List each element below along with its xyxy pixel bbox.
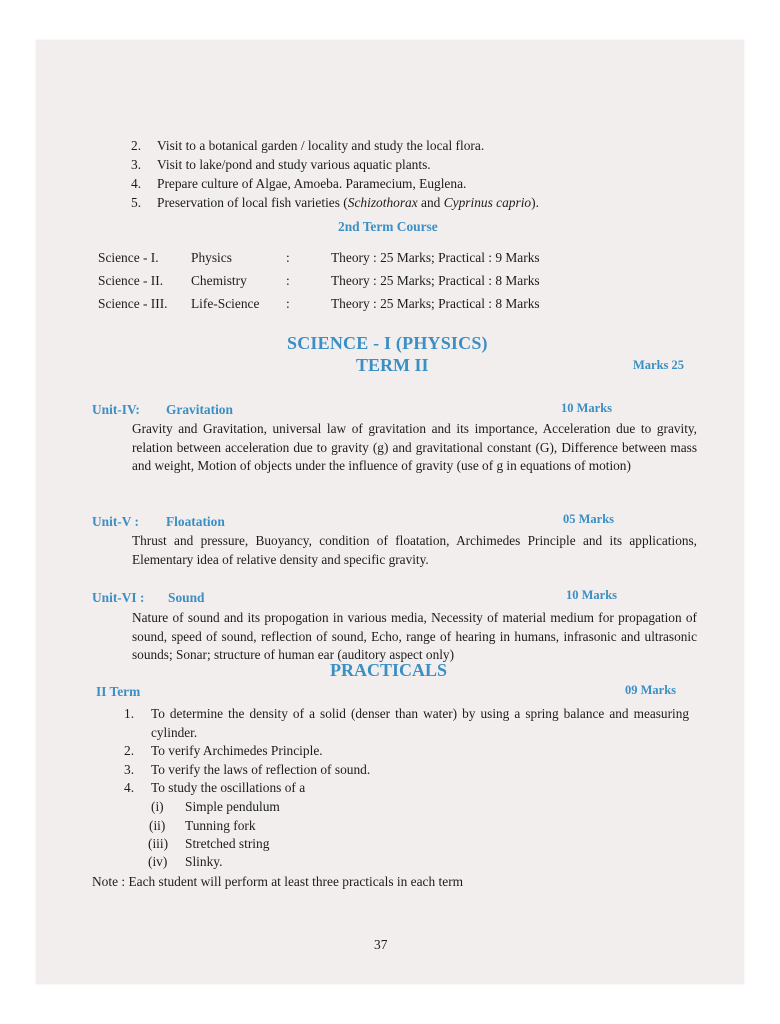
unit-description: Thrust and pressure, Buoyancy, condition of floatation, Archimedes Principle and its applications, Elementary idea of relative density and specific gravity. (132, 533, 697, 567)
species-name: Schizothorax (347, 195, 418, 210)
table-cell-colon: : (286, 273, 290, 288)
practicals-marks: 09 Marks (625, 683, 677, 697)
unit-description: Nature of sound and its propogation in various media, Necessity of material medium for propagation of sound, speed of sound, reflection of sound, Echo, range of hearing in humans, infrasonic and ultrasonic sounds; Sonar; structure of human ear (auditory aspect only) (132, 610, 697, 663)
table-cell-marks: Theory : 25 Marks; Practical : 8 Marks (331, 273, 540, 288)
unit-title: Floatation (166, 514, 225, 529)
list-item: 5. Preservation of local fish varieties (Schizothorax and Cyprinus caprio). (131, 195, 539, 210)
list-item: 3. Visit to lake/pond and study various aquatic plants. (131, 157, 431, 172)
term-marks: Marks 25 (633, 358, 685, 372)
practicals-heading: PRACTICALS (330, 660, 448, 680)
list-item-number: 1. (124, 706, 135, 721)
table-cell-science: Science - III. (98, 296, 168, 311)
list-item-text: Visit to lake/pond and study various aquatic plants. (157, 157, 431, 172)
unit-description: Gravity and Gravitation, universal law of gravitation and its importance, Acceleration due to gravity, relation between acceleration due to gravity (g) and gravitational constant (G), Difference between mass and weight, Motion of objects under the influence of gravity (use of g in equations of motion) (132, 421, 697, 474)
section-heading: 2nd Term Course (338, 219, 438, 234)
list-item-number: 4. (124, 780, 135, 795)
table-cell-science: Science - II. (98, 273, 164, 288)
unit-title: Gravitation (166, 402, 233, 417)
sub-item: Stretched string (185, 836, 270, 851)
list-item-text: Prepare culture of Algae, Amoeba. Paramecium, Euglena. (157, 176, 467, 191)
list-item-text: Visit to a botanical garden / locality and study the local flora. (157, 138, 485, 153)
sub-item: Tunning fork (185, 818, 256, 833)
note: Note : Each student will perform at least three practicals in each term (92, 874, 464, 889)
practicals-term: II Term (96, 684, 141, 699)
unit-marks: 05 Marks (563, 512, 615, 526)
unit-label: Unit-IV: (92, 402, 140, 417)
list-item: 2. Visit to a botanical garden / locality and study the local flora. (131, 138, 485, 153)
page-number: 37 (374, 937, 388, 952)
table-cell-subject: Chemistry (191, 273, 247, 288)
table-cell-marks: Theory : 25 Marks; Practical : 9 Marks (331, 250, 540, 265)
table-cell-subject: Life-Science (191, 296, 260, 311)
list-item: To determine the density of a solid (denser than water) by using a spring balance and measuring cylinder. (151, 706, 689, 740)
list-item-number: 2. (124, 743, 135, 758)
table-cell-colon: : (286, 296, 290, 311)
sub-item-number: (iii) (148, 836, 169, 851)
sub-item: Simple pendulum (185, 799, 280, 814)
page-title: SCIENCE - I (PHYSICS) (287, 333, 488, 353)
unit-label: Unit-VI : (92, 590, 145, 605)
table-cell-subject: Physics (191, 250, 232, 265)
sub-item: Slinky. (185, 854, 223, 869)
list-item: To verify Archimedes Principle. (151, 743, 323, 758)
list-item: To verify the laws of reflection of sound. (151, 762, 371, 777)
term-heading: TERM II (356, 355, 429, 375)
sub-item-number: (i) (151, 799, 164, 814)
species-name: Cyprinus caprio (443, 195, 532, 210)
unit-marks: 10 Marks (566, 588, 618, 602)
table-cell-colon: : (286, 250, 290, 265)
unit-marks: 10 Marks (561, 401, 613, 415)
unit-title: Sound (168, 590, 205, 605)
sub-item-number: (ii) (149, 818, 166, 833)
unit-label: Unit-V : (92, 514, 139, 529)
list-item: To study the oscillations of a (151, 780, 306, 795)
table-cell-marks: Theory : 25 Marks; Practical : 8 Marks (331, 296, 540, 311)
list-item-number: 3. (124, 762, 135, 777)
list-item: 4. Prepare culture of Algae, Amoeba. Paramecium, Euglena. (131, 176, 467, 191)
sub-item-number: (iv) (148, 854, 168, 869)
table-cell-science: Science - I. (98, 250, 159, 265)
